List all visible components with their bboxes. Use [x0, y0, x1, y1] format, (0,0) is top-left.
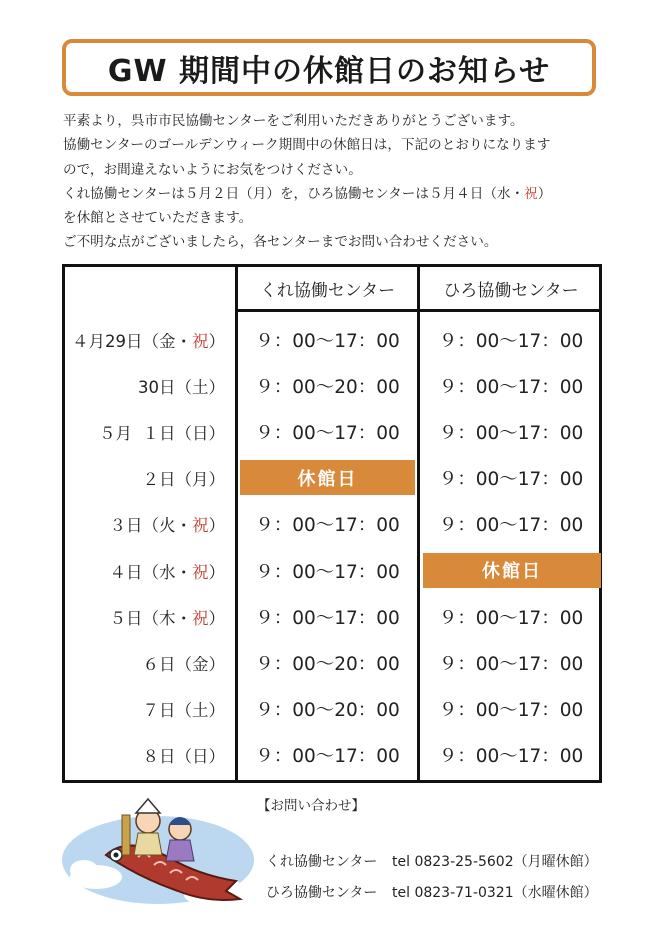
hours-kure: ９：00〜17：00 [255, 515, 400, 537]
hours-kure: ９：00〜20：00 [255, 653, 400, 675]
row-date: ５月 １日（日） [99, 424, 225, 444]
hours-kure: ９：00〜17：00 [255, 561, 400, 583]
closed-badge-hiro: 休館日 [423, 553, 601, 588]
table-row [65, 455, 599, 501]
table-row [65, 594, 599, 640]
row-date: ７日（土） [142, 700, 225, 720]
schedule-table [62, 264, 602, 783]
contact-hiro [257, 866, 598, 902]
hours-kure: ９：00〜20：00 [255, 699, 400, 721]
table-row [65, 363, 599, 409]
intro-line: 協働センターのゴールデンウィーク期間中の休館日は，下記のとおりになります [63, 137, 551, 154]
intro-line: くれ協働センターは５月２日（月）を，ひろ協働センターは５月４日（水・祝） [63, 185, 552, 202]
hours-hiro: ９：00〜17：00 [438, 699, 584, 721]
table-row [65, 686, 599, 732]
koinobori-children-illustration [58, 795, 254, 910]
header-hiro: ひろ協働センター [443, 280, 579, 301]
hours-hiro: ９：00〜17：00 [438, 331, 584, 352]
table-row [65, 317, 599, 363]
hours-kure: ９：00〜17：00 [255, 331, 400, 352]
hours-kure: ９：00〜17：00 [255, 423, 400, 445]
intro-text [63, 109, 613, 255]
hours-hiro: ９：00〜17：00 [438, 469, 584, 491]
row-date: 30日（土） [138, 378, 225, 398]
row-date: ５日（木・ 祝 ） [109, 608, 225, 628]
page-title: GW 期間中の休館日のお知らせ [62, 39, 596, 96]
row-date: ８日（日） [142, 746, 225, 766]
hours-hiro: ９：00〜17：00 [438, 745, 584, 767]
table-row [65, 409, 599, 455]
hours-kure: ９：00〜17：00 [255, 745, 400, 767]
row-date: ４日（水・ 祝 ） [109, 562, 225, 582]
intro-line: ので，お間違えないようにお気をつけください。 [63, 161, 362, 178]
row-date: ６日（金） [142, 654, 225, 674]
contact-name: くれ協働センター [265, 854, 378, 870]
hours-hiro: ９：00〜17：00 [438, 607, 584, 629]
hours-kure: ９：00〜17：00 [255, 607, 400, 629]
table-row [65, 501, 599, 547]
intro-line: 平素より，呉市市民協働センターをご利用いただきありがとうございます。 [63, 113, 524, 129]
hours-hiro: ９：00〜17：00 [438, 423, 584, 445]
table-row [65, 732, 599, 778]
table-row [65, 640, 599, 686]
hours-hiro: ９：00〜17：00 [438, 377, 584, 399]
contact-tel: tel 0823-25-5602（月曜休館） [392, 854, 598, 870]
hours-hiro: ９：00〜17：00 [438, 515, 584, 537]
closed-badge-kure: 休館日 [240, 460, 415, 495]
row-date: ４月29日（金・ 祝 ） [72, 332, 225, 351]
table-row [65, 548, 599, 594]
contact-heading: 【お問い合わせ】 [257, 798, 365, 814]
intro-line: を休館とさせていただきます。 [63, 210, 253, 227]
contact-tel: tel 0823-71-0321（水曜休館） [392, 885, 598, 901]
hours-kure: ９：00〜20：00 [255, 377, 400, 399]
contact-name: ひろ協働センター [265, 885, 378, 901]
intro-line: ご不明な点がございましたら，各センターまでお問い合わせください。 [63, 234, 498, 251]
hours-hiro: ９：00〜17：00 [438, 653, 584, 675]
header-kure: くれ協働センター [259, 280, 396, 301]
row-date: ３日（火・ 祝 ） [109, 516, 225, 536]
row-date: ２日（月） [142, 470, 225, 490]
table-header-rule [235, 309, 599, 312]
